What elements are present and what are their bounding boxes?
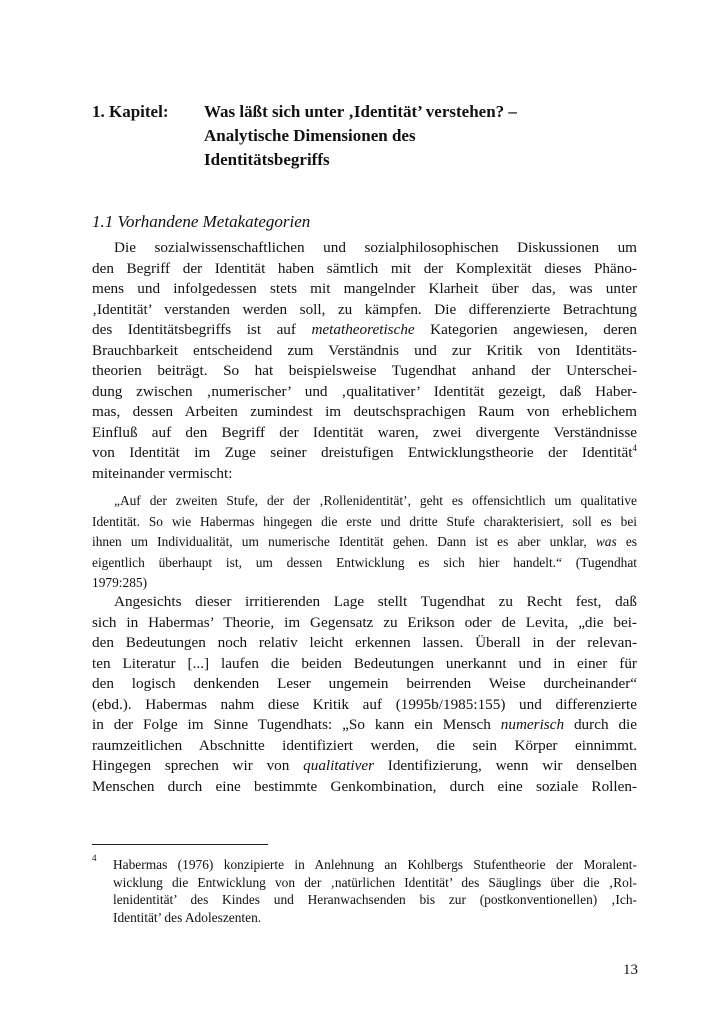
chapter-heading [92,100,517,172]
paragraph-line: raumzeitlichen Abschnitte identifiziert werden, die sein Körper einnimmt. [92,736,637,754]
footnote-line: lenidentität’ des Kindes und Heranwachsenden bis zur (postkonventionellen) ‚Ich- [113,892,637,907]
quote-line: 1979:285) [92,575,148,590]
paragraph-line: Die sozialwissenschaftlichen und sozialphilosophischen Diskussionen um [114,239,637,256]
page-number: 13 [623,962,638,978]
footnote-divider [92,844,268,845]
paragraph-line: Menschen durch eine bestimmte Genkombination, durch eine soziale Rollen- [92,777,637,795]
footnote-line: Habermas (1976) konzipierte in Anlehnung an Kohlbergs Stufentheorie der Moralent- [113,857,637,872]
paragraph-line: von Identität im Zuge seiner dreistufigen Entwicklungstheorie der Identität$^4$ [92,443,637,461]
paragraph-line: Brauchbarkeit entscheidend zum Verständnis und zur Kritik von Identitäts- [92,341,637,359]
footnote-line: wicklung die Entwicklung von der ‚natürlichen Identität’ des Säuglings über die ‚Rol- [113,874,637,890]
footnote [113,856,637,926]
paragraph-line: sich in Habermas’ Theorie, im Gegensatz zu Erikson oder de Levita, „die bei- [92,613,637,631]
emphasis-numerisch: numerisch [500,716,565,733]
paragraph-line: in der Folge im Sinne Tugendhats: „So kann ein Mensch numerisch durch die [92,716,638,733]
paragraph-line: mas, dessen Arbeiten zumindest im deutschsprachigen Raum von erheblichem [92,403,637,420]
block-quote [92,491,637,594]
quote-line: eigentlich überhaupt ist, um dessen Entwicklung es sich hier handelt.“ (Tugendhat [92,554,637,570]
footnote-line: Identität’ des Adoleszenten. [113,909,262,925]
paragraph-line: den Begriff der Identität haben sämtlich mit der Komplexität dieses Phäno- [92,259,637,277]
paragraph-line: (ebd.). Habermas nahm diese Kritik auf (1995b/1985:155) und differenzierte [92,695,637,713]
quote-line: Identität. So wie Habermas hingegen die erste und dritte Stufe charakterisiert, soll es bei [92,513,637,529]
paragraph-line: den Bedeutungen noch relativ leicht erkennen lassen. Überall in der relevan- [92,634,637,651]
chapter-title-line-3: Identitätsbegriffs [204,150,330,169]
emphasis-metatheoretische: metatheoretische [311,321,415,338]
paragraph-line: mens und infolgedessen stets mit mangelnder Klarheit über das, was unter [92,280,637,297]
section-title: 1.1 Vorhandene Metakategorien [92,212,311,231]
paragraph-1 [92,238,637,484]
paragraph-line: Angesichts dieser irritierenden Lage stellt Tugendhat zu Recht fest, daß [114,593,637,610]
quote-line: ihnen um Individualität, um numerische Identität gehen. Dann ist es aber unklar, was es [92,534,637,549]
paragraph-line: miteinander vermischt: [92,464,233,482]
chapter-title-line-2: Analytische Dimensionen des [204,126,416,145]
paragraph-line: dung zwischen ‚numerischer’ und ‚qualitativer’ Identität gezeigt, daß Haber- [92,382,637,400]
paragraph-line: theorien beiträgt. So hat beispielsweise Tugendhat anhand der Unterschei- [92,362,637,379]
paragraph-line: den logisch denkenden Leser ungemein beirrenden Weise durcheinander“ [92,675,637,692]
chapter-title-line-1: Was läßt sich unter ‚Identität’ verstehen? – [204,102,517,121]
footnote-mark: 4 [92,853,97,863]
paragraph-line: Hingegen sprechen wir von qualitativer Identifizierung, wenn wir denselben [92,757,637,774]
paragraph-line: ‚Identität’ verstanden werden soll, zu kämpfen. Die differenzierte Betrachtung [92,300,637,318]
paragraph-line: Einfluß auf den Begriff der Identität waren, zwei divergente Verständnisse [92,423,637,441]
paragraph-line: des Identitätsbegriffs ist auf metatheoretische Kategorien angewiesen, deren [92,321,637,338]
paragraph-2 [92,592,637,797]
emphasis-was: was [595,534,617,549]
emphasis-qualitativer: qualitativer [303,757,374,774]
quote-line: „Auf der zweiten Stufe, der der ‚Rollenidentität’, geht es offensichtlich um qualitative [114,493,637,508]
paragraph-line: ten Literatur [...] laufen die beiden Bedeutungen unerkannt und in einer für [92,654,637,672]
chapter-number: 1. Kapitel: [92,102,169,121]
footnote-reference: 4 [632,443,637,453]
